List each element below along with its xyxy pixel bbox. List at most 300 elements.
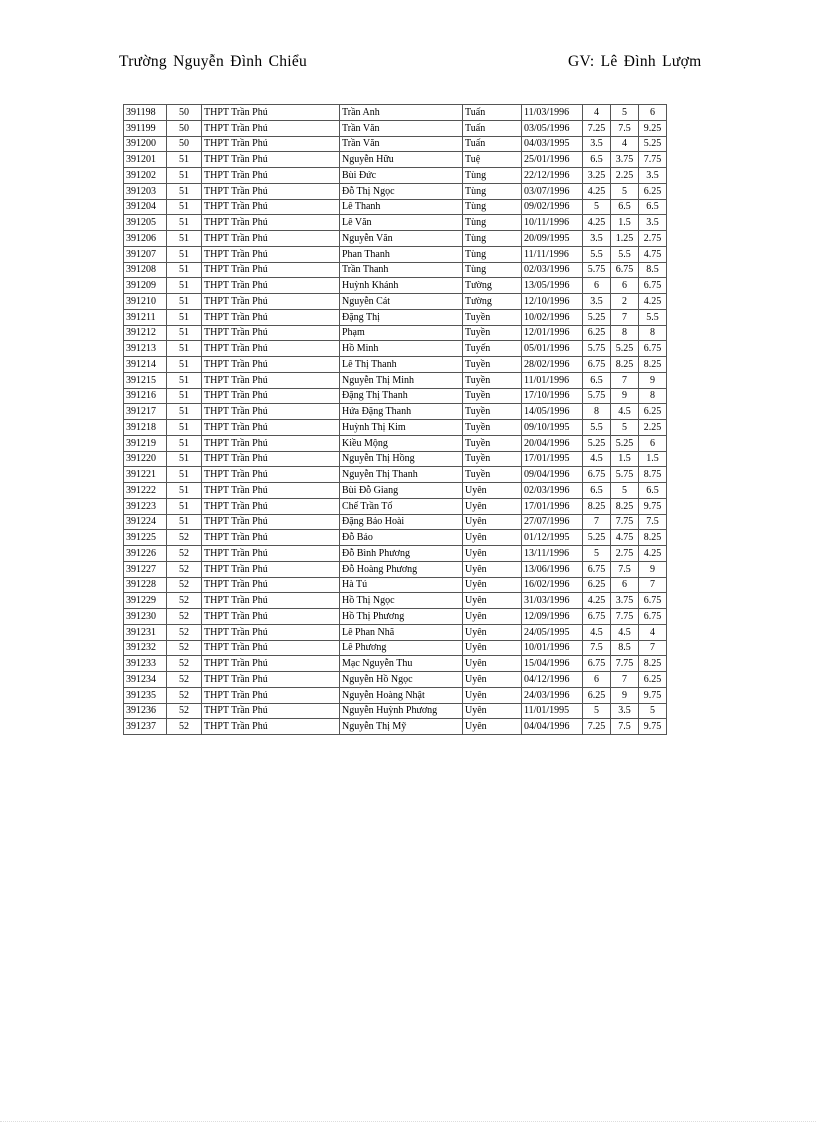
first-name-cell: Uyên bbox=[463, 561, 522, 577]
first-name-cell: Uyên bbox=[463, 514, 522, 530]
score-2-cell: 4.75 bbox=[611, 530, 639, 546]
student-id-cell: 391201 bbox=[124, 152, 167, 168]
birth-date-cell: 31/03/1996 bbox=[522, 593, 583, 609]
score-3-cell: 6 bbox=[639, 435, 667, 451]
birth-date-cell: 10/02/1996 bbox=[522, 309, 583, 325]
score-2-cell: 4 bbox=[611, 136, 639, 152]
last-name-cell: Trần Anh bbox=[340, 105, 463, 121]
room-cell: 51 bbox=[167, 420, 202, 436]
student-id-cell: 391205 bbox=[124, 215, 167, 231]
table-row bbox=[124, 168, 667, 184]
student-id-cell: 391198 bbox=[124, 105, 167, 121]
table-row bbox=[124, 687, 667, 703]
birth-date-cell: 15/04/1996 bbox=[522, 656, 583, 672]
birth-date-cell: 10/01/1996 bbox=[522, 640, 583, 656]
last-name-cell: Đỗ Thị Ngọc bbox=[340, 183, 463, 199]
score-3-cell: 8.25 bbox=[639, 656, 667, 672]
score-1-cell: 5.25 bbox=[583, 309, 611, 325]
last-name-cell: Nguyễn Hoàng Nhật bbox=[340, 687, 463, 703]
table-row bbox=[124, 577, 667, 593]
school-cell: THPT Trần Phú bbox=[202, 278, 340, 294]
score-2-cell: 5.75 bbox=[611, 467, 639, 483]
score-2-cell: 4.5 bbox=[611, 404, 639, 420]
table-row bbox=[124, 183, 667, 199]
first-name-cell: Tùng bbox=[463, 262, 522, 278]
score-1-cell: 6.25 bbox=[583, 577, 611, 593]
birth-date-cell: 24/05/1995 bbox=[522, 624, 583, 640]
last-name-cell: Nguyễn Hữu bbox=[340, 152, 463, 168]
school-cell: THPT Trần Phú bbox=[202, 703, 340, 719]
score-3-cell: 8 bbox=[639, 388, 667, 404]
room-cell: 51 bbox=[167, 215, 202, 231]
score-1-cell: 8.25 bbox=[583, 498, 611, 514]
page-bottom-divider bbox=[0, 1121, 816, 1122]
score-3-cell: 2.75 bbox=[639, 231, 667, 247]
table-row bbox=[124, 703, 667, 719]
student-id-cell: 391221 bbox=[124, 467, 167, 483]
school-cell: THPT Trần Phú bbox=[202, 357, 340, 373]
score-2-cell: 7.5 bbox=[611, 561, 639, 577]
score-1-cell: 4.25 bbox=[583, 183, 611, 199]
birth-date-cell: 12/09/1996 bbox=[522, 609, 583, 625]
score-3-cell: 4 bbox=[639, 624, 667, 640]
room-cell: 51 bbox=[167, 514, 202, 530]
first-name-cell: Uyên bbox=[463, 624, 522, 640]
first-name-cell: Tuyền bbox=[463, 420, 522, 436]
school-cell: THPT Trần Phú bbox=[202, 262, 340, 278]
student-id-cell: 391218 bbox=[124, 420, 167, 436]
table-row bbox=[124, 561, 667, 577]
score-1-cell: 6.5 bbox=[583, 152, 611, 168]
room-cell: 52 bbox=[167, 577, 202, 593]
table-row bbox=[124, 498, 667, 514]
score-1-cell: 5 bbox=[583, 546, 611, 562]
student-id-cell: 391208 bbox=[124, 262, 167, 278]
school-cell: THPT Trần Phú bbox=[202, 530, 340, 546]
table-row bbox=[124, 231, 667, 247]
score-1-cell: 3.5 bbox=[583, 231, 611, 247]
score-2-cell: 6 bbox=[611, 577, 639, 593]
student-id-cell: 391213 bbox=[124, 341, 167, 357]
room-cell: 51 bbox=[167, 294, 202, 310]
birth-date-cell: 04/04/1996 bbox=[522, 719, 583, 735]
school-cell: THPT Trần Phú bbox=[202, 105, 340, 121]
first-name-cell: Uyên bbox=[463, 546, 522, 562]
table-row bbox=[124, 309, 667, 325]
room-cell: 52 bbox=[167, 609, 202, 625]
score-1-cell: 6.75 bbox=[583, 609, 611, 625]
first-name-cell: Uyên bbox=[463, 577, 522, 593]
school-cell: THPT Trần Phú bbox=[202, 246, 340, 262]
birth-date-cell: 10/11/1996 bbox=[522, 215, 583, 231]
school-cell: THPT Trần Phú bbox=[202, 640, 340, 656]
score-3-cell: 6.75 bbox=[639, 278, 667, 294]
room-cell: 52 bbox=[167, 624, 202, 640]
score-3-cell: 7.75 bbox=[639, 152, 667, 168]
score-3-cell: 4.75 bbox=[639, 246, 667, 262]
birth-date-cell: 03/05/1996 bbox=[522, 120, 583, 136]
birth-date-cell: 17/01/1995 bbox=[522, 451, 583, 467]
room-cell: 51 bbox=[167, 357, 202, 373]
last-name-cell: Kiều Mộng bbox=[340, 435, 463, 451]
score-3-cell: 6.75 bbox=[639, 341, 667, 357]
first-name-cell: Uyên bbox=[463, 593, 522, 609]
table-row bbox=[124, 435, 667, 451]
student-id-cell: 391223 bbox=[124, 498, 167, 514]
first-name-cell: Tuyền bbox=[463, 467, 522, 483]
school-cell: THPT Trần Phú bbox=[202, 467, 340, 483]
score-2-cell: 3.75 bbox=[611, 152, 639, 168]
first-name-cell: Tuyền bbox=[463, 309, 522, 325]
score-1-cell: 5.25 bbox=[583, 435, 611, 451]
teacher-name: GV: Lê Đình Lượm bbox=[568, 53, 702, 70]
last-name-cell: Nguyễn Thị Thanh bbox=[340, 467, 463, 483]
table-row bbox=[124, 199, 667, 215]
room-cell: 51 bbox=[167, 498, 202, 514]
table-row bbox=[124, 624, 667, 640]
student-id-cell: 391222 bbox=[124, 483, 167, 499]
table-row bbox=[124, 388, 667, 404]
room-cell: 51 bbox=[167, 388, 202, 404]
birth-date-cell: 02/03/1996 bbox=[522, 483, 583, 499]
first-name-cell: Uyên bbox=[463, 640, 522, 656]
score-2-cell: 5.5 bbox=[611, 246, 639, 262]
score-2-cell: 7 bbox=[611, 309, 639, 325]
first-name-cell: Tùng bbox=[463, 231, 522, 247]
score-2-cell: 6.5 bbox=[611, 199, 639, 215]
room-cell: 52 bbox=[167, 656, 202, 672]
room-cell: 51 bbox=[167, 152, 202, 168]
score-1-cell: 6.75 bbox=[583, 656, 611, 672]
score-2-cell: 8.25 bbox=[611, 498, 639, 514]
first-name-cell: Uyên bbox=[463, 672, 522, 688]
student-id-cell: 391200 bbox=[124, 136, 167, 152]
table-row bbox=[124, 278, 667, 294]
score-1-cell: 8 bbox=[583, 404, 611, 420]
score-3-cell: 2.25 bbox=[639, 420, 667, 436]
score-1-cell: 6.25 bbox=[583, 325, 611, 341]
birth-date-cell: 14/05/1996 bbox=[522, 404, 583, 420]
room-cell: 51 bbox=[167, 372, 202, 388]
birth-date-cell: 28/02/1996 bbox=[522, 357, 583, 373]
score-1-cell: 6.25 bbox=[583, 687, 611, 703]
first-name-cell: Uyên bbox=[463, 498, 522, 514]
table-row bbox=[124, 120, 667, 136]
score-3-cell: 6 bbox=[639, 105, 667, 121]
first-name-cell: Tùng bbox=[463, 199, 522, 215]
score-3-cell: 5 bbox=[639, 703, 667, 719]
score-3-cell: 1.5 bbox=[639, 451, 667, 467]
table-row bbox=[124, 152, 667, 168]
score-1-cell: 5.75 bbox=[583, 262, 611, 278]
score-3-cell: 9.75 bbox=[639, 719, 667, 735]
first-name-cell: Tuyền bbox=[463, 357, 522, 373]
score-1-cell: 4 bbox=[583, 105, 611, 121]
last-name-cell: Nguyễn Cát bbox=[340, 294, 463, 310]
room-cell: 52 bbox=[167, 719, 202, 735]
score-3-cell: 6.25 bbox=[639, 404, 667, 420]
birth-date-cell: 04/12/1996 bbox=[522, 672, 583, 688]
score-3-cell: 3.5 bbox=[639, 168, 667, 184]
last-name-cell: Phạm bbox=[340, 325, 463, 341]
last-name-cell: Hồ Minh bbox=[340, 341, 463, 357]
score-2-cell: 3.75 bbox=[611, 593, 639, 609]
last-name-cell: Đặng Thị Thanh bbox=[340, 388, 463, 404]
student-id-cell: 391209 bbox=[124, 278, 167, 294]
room-cell: 52 bbox=[167, 593, 202, 609]
score-1-cell: 3.5 bbox=[583, 294, 611, 310]
first-name-cell: Tuấn bbox=[463, 105, 522, 121]
birth-date-cell: 17/01/1996 bbox=[522, 498, 583, 514]
score-1-cell: 6.75 bbox=[583, 467, 611, 483]
first-name-cell: Tùng bbox=[463, 246, 522, 262]
table-row bbox=[124, 593, 667, 609]
table-row bbox=[124, 294, 667, 310]
score-2-cell: 7.5 bbox=[611, 120, 639, 136]
school-cell: THPT Trần Phú bbox=[202, 404, 340, 420]
room-cell: 51 bbox=[167, 231, 202, 247]
last-name-cell: Lê Thanh bbox=[340, 199, 463, 215]
student-score-table bbox=[123, 104, 667, 735]
score-3-cell: 8 bbox=[639, 325, 667, 341]
score-2-cell: 5 bbox=[611, 105, 639, 121]
last-name-cell: Đỗ Bình Phương bbox=[340, 546, 463, 562]
score-3-cell: 9 bbox=[639, 372, 667, 388]
table-row bbox=[124, 672, 667, 688]
room-cell: 52 bbox=[167, 703, 202, 719]
first-name-cell: Tùng bbox=[463, 183, 522, 199]
birth-date-cell: 09/04/1996 bbox=[522, 467, 583, 483]
room-cell: 52 bbox=[167, 546, 202, 562]
last-name-cell: Nguyễn Thị Hồng bbox=[340, 451, 463, 467]
first-name-cell: Tuyền bbox=[463, 404, 522, 420]
room-cell: 52 bbox=[167, 672, 202, 688]
score-3-cell: 9 bbox=[639, 561, 667, 577]
table-row bbox=[124, 341, 667, 357]
room-cell: 51 bbox=[167, 325, 202, 341]
table-row bbox=[124, 357, 667, 373]
first-name-cell: Tuyền bbox=[463, 435, 522, 451]
student-id-cell: 391215 bbox=[124, 372, 167, 388]
score-2-cell: 2.25 bbox=[611, 168, 639, 184]
student-id-cell: 391203 bbox=[124, 183, 167, 199]
school-cell: THPT Trần Phú bbox=[202, 325, 340, 341]
student-id-cell: 391202 bbox=[124, 168, 167, 184]
school-cell: THPT Trần Phú bbox=[202, 120, 340, 136]
score-3-cell: 9.75 bbox=[639, 687, 667, 703]
score-1-cell: 7.25 bbox=[583, 719, 611, 735]
score-2-cell: 5 bbox=[611, 483, 639, 499]
score-1-cell: 3.25 bbox=[583, 168, 611, 184]
school-cell: THPT Trần Phú bbox=[202, 514, 340, 530]
score-2-cell: 7 bbox=[611, 672, 639, 688]
table-row bbox=[124, 640, 667, 656]
table-row bbox=[124, 246, 667, 262]
last-name-cell: Phan Thanh bbox=[340, 246, 463, 262]
birth-date-cell: 02/03/1996 bbox=[522, 262, 583, 278]
score-1-cell: 6 bbox=[583, 672, 611, 688]
student-id-cell: 391224 bbox=[124, 514, 167, 530]
school-cell: THPT Trần Phú bbox=[202, 152, 340, 168]
student-id-cell: 391207 bbox=[124, 246, 167, 262]
student-id-cell: 391214 bbox=[124, 357, 167, 373]
school-cell: THPT Trần Phú bbox=[202, 341, 340, 357]
school-cell: THPT Trần Phú bbox=[202, 294, 340, 310]
last-name-cell: Bùi Đức bbox=[340, 168, 463, 184]
table-row bbox=[124, 262, 667, 278]
table-row bbox=[124, 325, 667, 341]
school-cell: THPT Trần Phú bbox=[202, 183, 340, 199]
score-1-cell: 6.5 bbox=[583, 483, 611, 499]
school-name: Trường Nguyễn Đình Chiểu bbox=[119, 53, 308, 70]
score-2-cell: 7 bbox=[611, 372, 639, 388]
room-cell: 52 bbox=[167, 640, 202, 656]
first-name-cell: Uyên bbox=[463, 687, 522, 703]
room-cell: 50 bbox=[167, 120, 202, 136]
score-3-cell: 4.25 bbox=[639, 294, 667, 310]
last-name-cell: Đặng Bảo Hoài bbox=[340, 514, 463, 530]
score-3-cell: 8.75 bbox=[639, 467, 667, 483]
score-3-cell: 6.5 bbox=[639, 199, 667, 215]
room-cell: 50 bbox=[167, 136, 202, 152]
score-1-cell: 6 bbox=[583, 278, 611, 294]
first-name-cell: Tuyền bbox=[463, 325, 522, 341]
last-name-cell: Đỗ Hoàng Phương bbox=[340, 561, 463, 577]
school-cell: THPT Trần Phú bbox=[202, 593, 340, 609]
school-cell: THPT Trần Phú bbox=[202, 199, 340, 215]
score-3-cell: 3.5 bbox=[639, 215, 667, 231]
birth-date-cell: 09/02/1996 bbox=[522, 199, 583, 215]
score-2-cell: 9 bbox=[611, 388, 639, 404]
score-2-cell: 6.75 bbox=[611, 262, 639, 278]
table-row bbox=[124, 136, 667, 152]
first-name-cell: Tùng bbox=[463, 215, 522, 231]
school-cell: THPT Trần Phú bbox=[202, 388, 340, 404]
first-name-cell: Tuyền bbox=[463, 372, 522, 388]
birth-date-cell: 20/09/1995 bbox=[522, 231, 583, 247]
school-cell: THPT Trần Phú bbox=[202, 624, 340, 640]
birth-date-cell: 13/05/1996 bbox=[522, 278, 583, 294]
student-id-cell: 391227 bbox=[124, 561, 167, 577]
student-id-cell: 391211 bbox=[124, 309, 167, 325]
first-name-cell: Uyên bbox=[463, 609, 522, 625]
score-1-cell: 7 bbox=[583, 514, 611, 530]
student-score-table-body bbox=[124, 105, 667, 735]
first-name-cell: Tùng bbox=[463, 168, 522, 184]
last-name-cell: Hà Tú bbox=[340, 577, 463, 593]
score-2-cell: 7.75 bbox=[611, 514, 639, 530]
score-1-cell: 4.25 bbox=[583, 215, 611, 231]
student-id-cell: 391204 bbox=[124, 199, 167, 215]
birth-date-cell: 11/01/1996 bbox=[522, 372, 583, 388]
room-cell: 52 bbox=[167, 687, 202, 703]
score-2-cell: 7.75 bbox=[611, 656, 639, 672]
room-cell: 51 bbox=[167, 435, 202, 451]
score-2-cell: 2 bbox=[611, 294, 639, 310]
score-2-cell: 7.75 bbox=[611, 609, 639, 625]
score-3-cell: 5.25 bbox=[639, 136, 667, 152]
room-cell: 51 bbox=[167, 246, 202, 262]
first-name-cell: Uyên bbox=[463, 719, 522, 735]
last-name-cell: Hứa Đặng Thanh bbox=[340, 404, 463, 420]
student-id-cell: 391233 bbox=[124, 656, 167, 672]
birth-date-cell: 04/03/1995 bbox=[522, 136, 583, 152]
last-name-cell: Nguyễn Thị Mỹ bbox=[340, 719, 463, 735]
score-1-cell: 5.75 bbox=[583, 388, 611, 404]
first-name-cell: Tuyền bbox=[463, 388, 522, 404]
score-3-cell: 9.75 bbox=[639, 498, 667, 514]
last-name-cell: Huỳnh Thị Kim bbox=[340, 420, 463, 436]
student-id-cell: 391220 bbox=[124, 451, 167, 467]
birth-date-cell: 11/11/1996 bbox=[522, 246, 583, 262]
table-row bbox=[124, 215, 667, 231]
score-1-cell: 4.25 bbox=[583, 593, 611, 609]
score-1-cell: 5 bbox=[583, 703, 611, 719]
score-2-cell: 9 bbox=[611, 687, 639, 703]
last-name-cell: Lê Phan Nhã bbox=[340, 624, 463, 640]
school-cell: THPT Trần Phú bbox=[202, 577, 340, 593]
room-cell: 51 bbox=[167, 183, 202, 199]
room-cell: 51 bbox=[167, 404, 202, 420]
school-cell: THPT Trần Phú bbox=[202, 687, 340, 703]
school-cell: THPT Trần Phú bbox=[202, 672, 340, 688]
score-1-cell: 6.75 bbox=[583, 357, 611, 373]
table-row bbox=[124, 719, 667, 735]
score-2-cell: 5 bbox=[611, 420, 639, 436]
table-row bbox=[124, 483, 667, 499]
score-3-cell: 6.5 bbox=[639, 483, 667, 499]
first-name-cell: Tuyến bbox=[463, 341, 522, 357]
first-name-cell: Tuyền bbox=[463, 451, 522, 467]
student-id-cell: 391212 bbox=[124, 325, 167, 341]
room-cell: 51 bbox=[167, 309, 202, 325]
birth-date-cell: 09/10/1995 bbox=[522, 420, 583, 436]
school-cell: THPT Trần Phú bbox=[202, 561, 340, 577]
score-2-cell: 4.5 bbox=[611, 624, 639, 640]
score-1-cell: 7.25 bbox=[583, 120, 611, 136]
last-name-cell: Nguyễn Huỳnh Phương bbox=[340, 703, 463, 719]
score-3-cell: 6.75 bbox=[639, 609, 667, 625]
student-id-cell: 391234 bbox=[124, 672, 167, 688]
student-id-cell: 391225 bbox=[124, 530, 167, 546]
table-row bbox=[124, 420, 667, 436]
score-3-cell: 4.25 bbox=[639, 546, 667, 562]
score-1-cell: 4.5 bbox=[583, 624, 611, 640]
score-2-cell: 5.25 bbox=[611, 435, 639, 451]
birth-date-cell: 13/11/1996 bbox=[522, 546, 583, 562]
last-name-cell: Hồ Thị Ngọc bbox=[340, 593, 463, 609]
score-2-cell: 1.5 bbox=[611, 215, 639, 231]
school-cell: THPT Trần Phú bbox=[202, 656, 340, 672]
table-row bbox=[124, 467, 667, 483]
last-name-cell: Nguyễn Thị Minh bbox=[340, 372, 463, 388]
last-name-cell: Trần Thanh bbox=[340, 262, 463, 278]
birth-date-cell: 13/06/1996 bbox=[522, 561, 583, 577]
first-name-cell: Tuấn bbox=[463, 120, 522, 136]
last-name-cell: Bùi Đỗ Giang bbox=[340, 483, 463, 499]
score-3-cell: 9.25 bbox=[639, 120, 667, 136]
room-cell: 52 bbox=[167, 561, 202, 577]
score-2-cell: 8.5 bbox=[611, 640, 639, 656]
table-row bbox=[124, 372, 667, 388]
table-row bbox=[124, 546, 667, 562]
last-name-cell: Đặng Thị bbox=[340, 309, 463, 325]
student-id-cell: 391231 bbox=[124, 624, 167, 640]
first-name-cell: Uyên bbox=[463, 703, 522, 719]
student-id-cell: 391216 bbox=[124, 388, 167, 404]
first-name-cell: Uyên bbox=[463, 530, 522, 546]
score-3-cell: 6.25 bbox=[639, 672, 667, 688]
